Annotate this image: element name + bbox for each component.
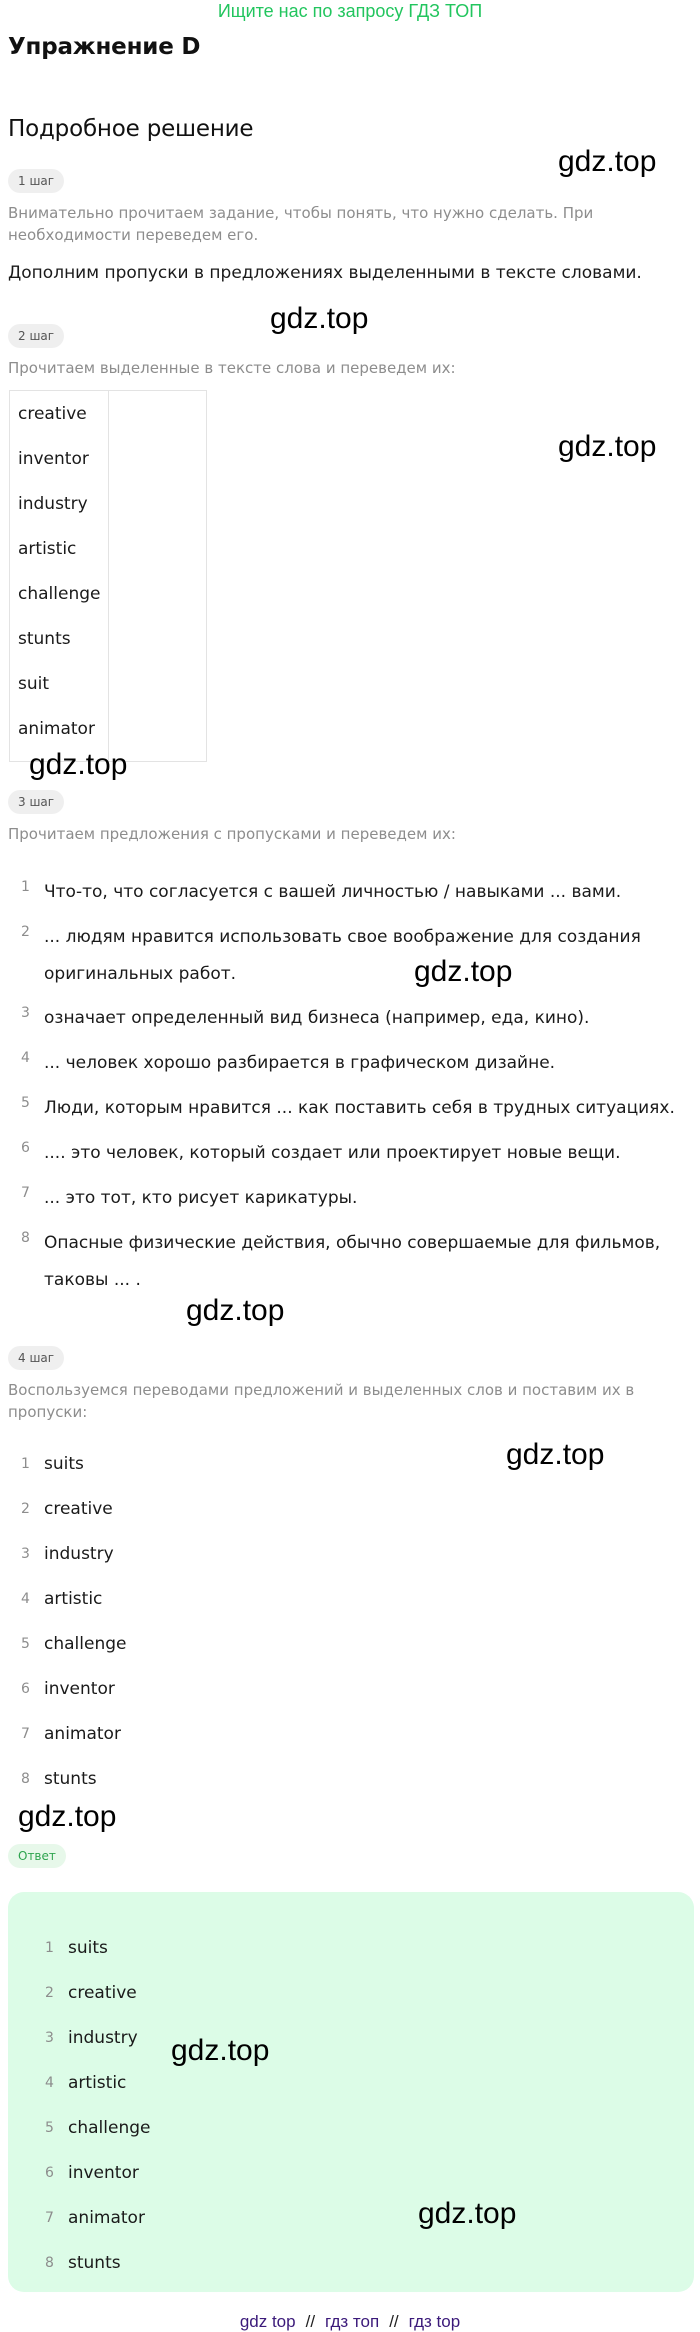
step-4-hint: Воспользуемся переводами предложений и выделенных слов и поставим их в пропуски:: [8, 1381, 635, 1421]
step-3-label: 3 шаг: [8, 790, 64, 814]
answer-item: [8, 1925, 408, 1970]
watermark: gdz.top: [418, 2197, 517, 2230]
item-text: ... человек хорошо разбирается в графическом дизайне.: [44, 1053, 556, 1073]
item-number: 6: [21, 1681, 30, 1697]
item-number: 6: [21, 1140, 30, 1156]
item-number: 4: [45, 2075, 54, 2091]
step-2-hint: Прочитаем выделенные в тексте слова и переведем их:: [8, 359, 456, 377]
step-2-label: 2 шаг: [8, 324, 64, 348]
step-4-badge: [8, 1346, 64, 1370]
item-number: 2: [21, 1501, 30, 1517]
vocab-word: creative: [18, 404, 87, 424]
page-title: Упражнение D: [8, 34, 201, 60]
footer-links: [0, 2312, 700, 2332]
item-number: 7: [45, 2210, 54, 2226]
list-item: [8, 1035, 692, 1080]
vocab-word: industry: [18, 494, 88, 514]
item-text: stunts: [44, 1769, 97, 1789]
item-text: suits: [44, 1454, 84, 1474]
item-number: 5: [21, 1095, 30, 1111]
item-text: Опасные физические действия, обычно совершаемые для фильмов, таковы ... .: [44, 1233, 661, 1290]
item-text: ... людям нравится использовать свое воображение для создания оригинальных работ.: [44, 927, 641, 984]
watermark: gdz.top: [270, 302, 369, 335]
watermark: gdz.top: [18, 1800, 117, 1833]
step-3-hint: Прочитаем предложения с пропусками и переведем их:: [8, 825, 456, 843]
list-item: [8, 1711, 692, 1756]
watermark: gdz.top: [506, 1438, 605, 1471]
item-number: 3: [21, 1546, 30, 1562]
list-item: [8, 1486, 692, 1531]
list-item: [8, 1576, 692, 1621]
list-item: [8, 1621, 692, 1666]
vocab-word: suit: [18, 674, 50, 694]
item-number: 1: [45, 1940, 54, 1956]
step-4-label: 4 шаг: [8, 1346, 64, 1370]
vocab-word: challenge: [18, 584, 101, 604]
watermark: gdz.top: [29, 748, 128, 781]
footer-separator: //: [305, 2312, 316, 2331]
answer-item: [8, 2240, 408, 2285]
item-number: 1: [21, 1456, 30, 1472]
item-number: 7: [21, 1726, 30, 1742]
item-number: 5: [45, 2120, 54, 2136]
item-text: stunts: [68, 2253, 121, 2273]
answer-item: [8, 2105, 408, 2150]
watermark: gdz.top: [186, 1294, 285, 1327]
item-number: 8: [21, 1230, 30, 1246]
step-2-badge: [8, 324, 64, 348]
item-text: inventor: [44, 1679, 115, 1699]
item-number: 1: [21, 879, 30, 895]
item-text: Что-то, что согласуется с вашей личностью / навыками ... вами.: [44, 882, 622, 902]
item-text: suits: [68, 1938, 108, 1958]
list-item: [8, 1170, 692, 1215]
item-text: artistic: [68, 2073, 127, 2093]
step-3-badge: [8, 790, 64, 814]
item-number: 5: [21, 1636, 30, 1652]
answer-item: [8, 2195, 408, 2240]
item-text: означает определенный вид бизнеса (например, еда, кино).: [44, 1008, 590, 1028]
item-text: challenge: [68, 2118, 151, 2138]
list-item: [8, 1215, 692, 1290]
footer-link-gdz-top-ru[interactable]: гдз топ: [325, 2312, 380, 2331]
item-number: 7: [21, 1185, 30, 1201]
item-number: 8: [45, 2255, 54, 2271]
item-text: ... это тот, кто рисует карикатуры.: [44, 1188, 358, 1208]
list-item: [8, 990, 692, 1035]
item-text: creative: [44, 1499, 113, 1519]
vocabulary-column: [10, 391, 109, 761]
solution-heading: Подробное решение: [8, 116, 254, 142]
list-item: [8, 1080, 692, 1125]
item-text: industry: [68, 2028, 138, 2048]
item-number: 6: [45, 2165, 54, 2181]
answer-label: Ответ: [8, 1844, 66, 1868]
watermark: gdz.top: [558, 145, 657, 178]
vocab-word: inventor: [18, 449, 89, 469]
answer-item: [8, 1970, 408, 2015]
item-text: artistic: [44, 1589, 103, 1609]
item-number: 3: [21, 1005, 30, 1021]
item-text: challenge: [44, 1634, 127, 1654]
item-text: animator: [68, 2208, 145, 2228]
watermark: gdz.top: [414, 955, 513, 988]
list-item: [8, 1756, 692, 1801]
watermark: gdz.top: [171, 2034, 270, 2067]
watermark: gdz.top: [558, 430, 657, 463]
vocab-word: animator: [18, 719, 95, 739]
item-text: creative: [68, 1983, 137, 2003]
item-number: 2: [21, 924, 30, 940]
search-banner: Ищите нас по запросу ГДЗ ТОП: [217, 1, 483, 21]
answer-badge: [8, 1844, 66, 1868]
vocab-word: stunts: [18, 629, 71, 649]
list-item: [8, 1666, 692, 1711]
item-text: Люди, которым нравится ... как поставить себя в трудных ситуациях.: [44, 1098, 675, 1118]
answer-item: [8, 2150, 408, 2195]
step-1-badge: [8, 169, 64, 193]
step-1-label: 1 шаг: [8, 169, 64, 193]
item-text: .... это человек, который создает или проектирует новые вещи.: [44, 1143, 621, 1163]
item-number: 4: [21, 1050, 30, 1066]
item-text: industry: [44, 1544, 114, 1564]
item-number: 8: [21, 1771, 30, 1787]
footer-separator: //: [389, 2312, 399, 2331]
item-number: 4: [21, 1591, 30, 1607]
vocab-word: artistic: [18, 539, 77, 559]
list-item: [8, 1531, 692, 1576]
item-number: 2: [45, 1985, 54, 2001]
list-item: [8, 864, 692, 909]
footer-link-gdz-top-mixed[interactable]: гдз top: [408, 2312, 461, 2331]
step-1-hint: Внимательно прочитаем задание, чтобы понять, что нужно сделать. При необходимости переведем его.: [8, 204, 594, 244]
list-item: [8, 1125, 692, 1170]
step-1-text: Дополним пропуски в предложениях выделенными в тексте словами.: [8, 263, 642, 283]
item-text: animator: [44, 1724, 121, 1744]
footer-link-gdz-top[interactable]: gdz top: [239, 2312, 296, 2331]
vocabulary-table: [9, 390, 207, 762]
item-number: 3: [45, 2030, 54, 2046]
item-text: inventor: [68, 2163, 139, 2183]
